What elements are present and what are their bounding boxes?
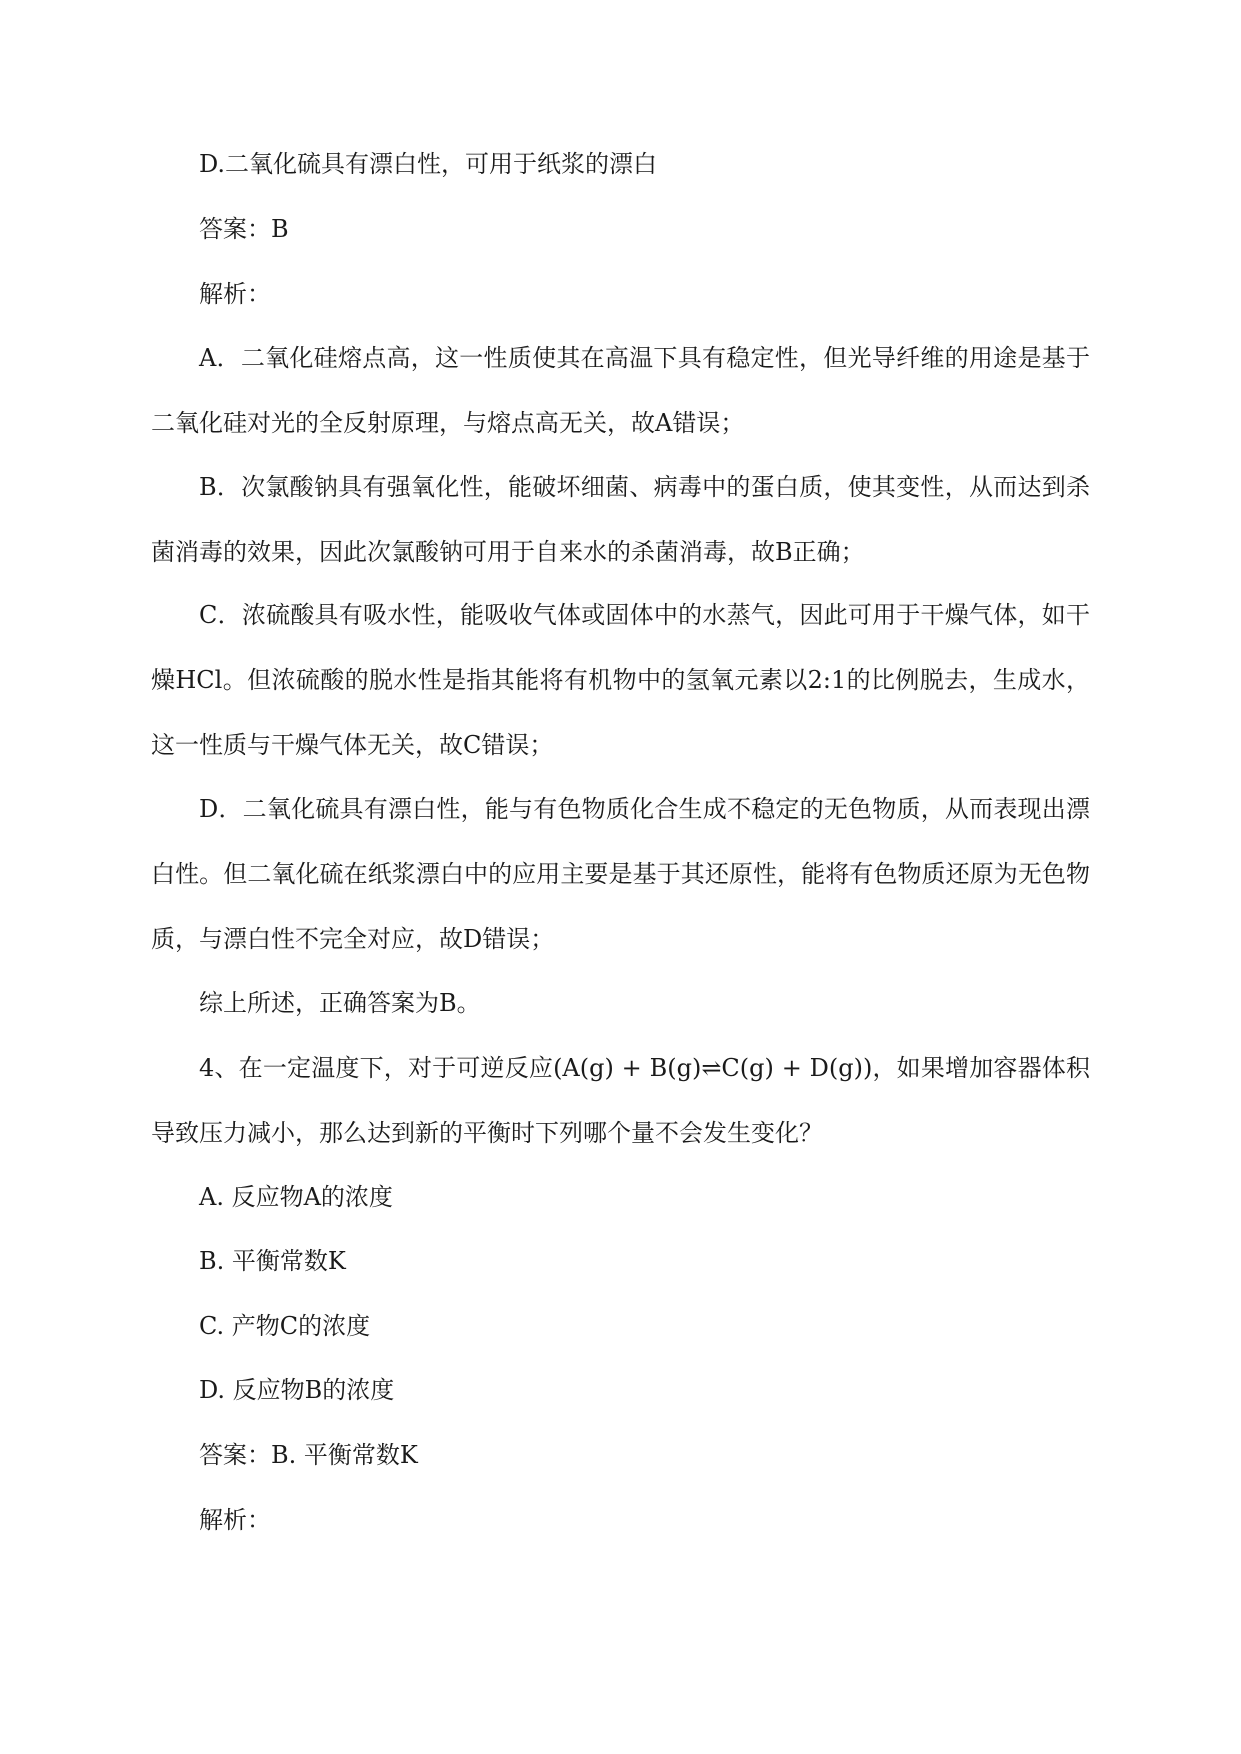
q4-answer: 答案：B. 平衡常数K (199, 1441, 418, 1469)
q3-analysis-c: C．浓硫酸具有吸水性，能吸收气体或固体中的水蒸气，因此可用于干燥气体，如干燥HCl。但浓硫酸的脱水性是指其能将有机物中的氢氧元素以2:1的比例脱去，生成水，这一性质与干燥气体无关，故C错误； (151, 601, 1090, 759)
q4-option-d: D. 反应物B的浓度 (199, 1376, 395, 1404)
q3-analysis-d: D．二氧化硫具有漂白性，能与有色物质化合生成不稳定的无色物质，从而表现出漂白性。但二氧化硫在纸浆漂白中的应用主要是基于其还原性，能将有色物质还原为无色物质，与漂白性不完全对应，故D错误； (151, 795, 1090, 953)
q3-analysis-label: 解析： (199, 280, 271, 308)
q4-option-a: A. 反应物A的浓度 (199, 1183, 393, 1211)
q4-stem: 4、在一定温度下，对于可逆反应(A(g) + B(g)⇌C(g) + D(g))，如果增加容器体积导致压力减小，那么达到新的平衡时下列哪个量不会发生变化？ (151, 1054, 1090, 1147)
q4-analysis-label: 解析： (199, 1506, 271, 1534)
q4-option-c: C. 产物C的浓度 (199, 1312, 371, 1340)
q3-answer: 答案：B (199, 215, 289, 243)
q3-analysis-b: B．次氯酸钠具有强氧化性，能破坏细菌、病毒中的蛋白质，使其变性，从而达到杀菌消毒的效果，因此次氯酸钠可用于自来水的杀菌消毒，故B正确； (151, 473, 1090, 566)
q3-analysis-a: A．二氧化硅熔点高，这一性质使其在高温下具有稳定性，但光导纤维的用途是基于二氧化硅对光的全反射原理，与熔点高无关，故A错误； (151, 344, 1090, 437)
q3-option-d: D.二氧化硫具有漂白性，可用于纸浆的漂白 (199, 150, 658, 178)
q3-summary: 综上所述，正确答案为B。 (199, 989, 481, 1017)
q4-option-b: B. 平衡常数K (199, 1247, 346, 1275)
